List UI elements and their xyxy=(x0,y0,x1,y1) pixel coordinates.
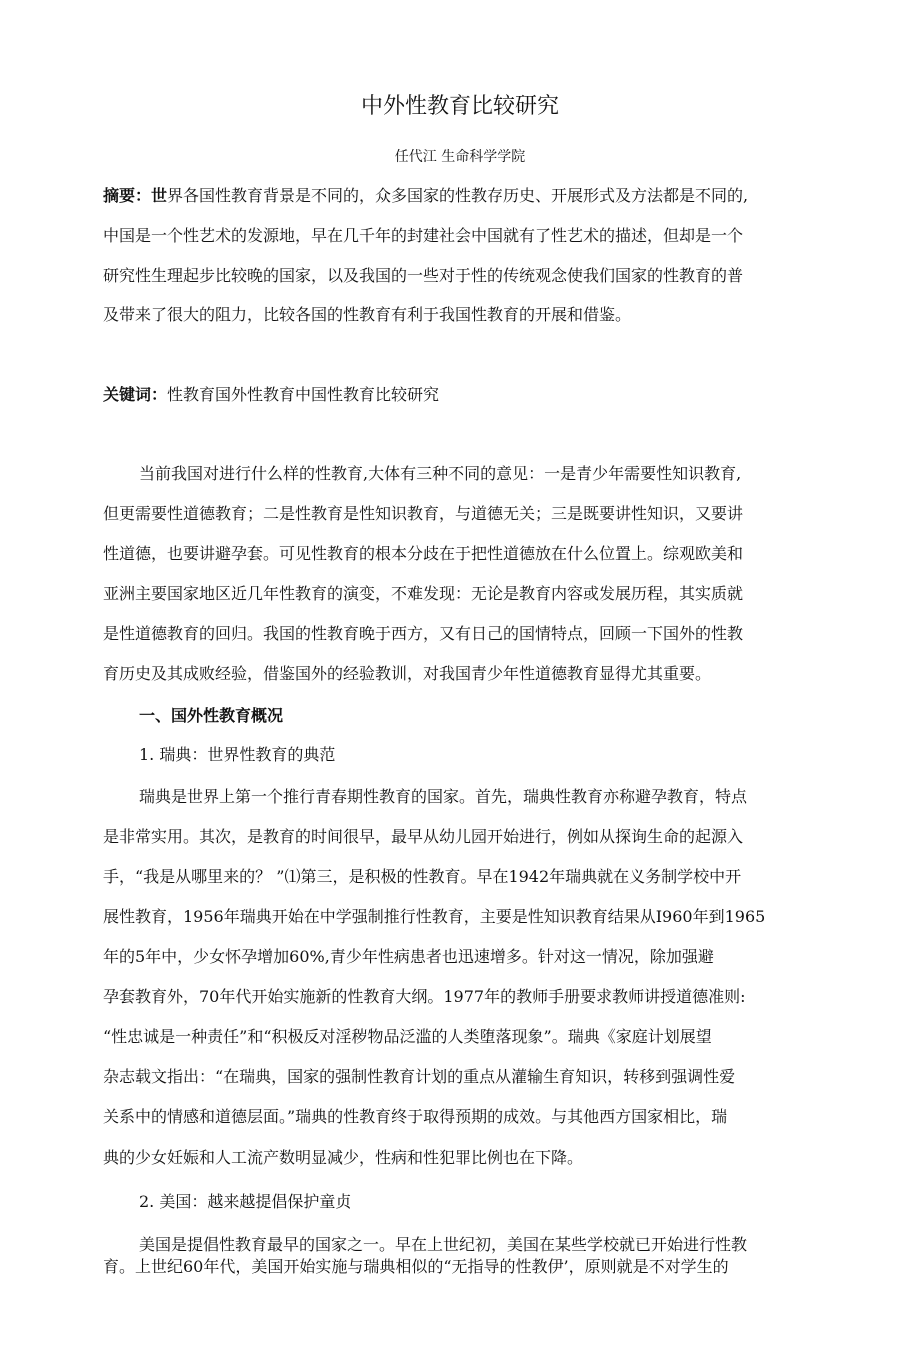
intro-line: 性道德，也要讲避孕套。可见性教育的根本分歧在于把性道德放在什么位置上。综观欧美和 xyxy=(103,544,744,563)
intro-line: 但更需要性道德教育；二是性教育是性知识教育，与道德无关；三是既要讲性知识，又要讲 xyxy=(103,504,744,523)
keywords-line xyxy=(103,385,439,405)
sweden-line: 年的5年中，少女怀孕增加60%,青少年性病患者也迅速增多。针对这一情况，除加强避 xyxy=(103,947,714,966)
subsection-heading: 1. 瑞典：世界性教育的典范 xyxy=(139,745,336,764)
sweden-line: 手，“我是从哪里来的？ ”⑴第三，是积极的性教育。早在1942年瑞典就在义务制学校中开 xyxy=(103,867,742,886)
sweden-line: 是非常实用。其次，是教育的时间很早，最早从幼儿园开始进行，例如从探询生命的起源入 xyxy=(103,827,744,846)
intro-line: 亚洲主要国家地区近几年性教育的演变，不难发现：无论是教育内容或发展历程，其实质就 xyxy=(103,584,744,603)
usa-line: 育。上世纪60年代，美国开始实施与瑞典相似的“无指导的性教伊’，原则就是不对学生的 xyxy=(103,1257,729,1276)
intro-line: 当前我国对进行什么样的性教育,大体有三种不同的意见：一是青少年需要性知识教育, xyxy=(139,464,742,483)
intro-line: 是性道德教育的回归。我国的性教育晚于西方，又有日己的国情特点，回顾一下国外的性教 xyxy=(103,624,744,643)
abstract-line: 及带来了很大的阻力，比较各国的性教育有利于我国性教育的开展和借鉴。 xyxy=(103,305,632,324)
page-title: 中外性教育比较研究 xyxy=(360,94,559,119)
author-line: 任代江 生命科学学院 xyxy=(394,149,526,165)
sweden-line: 展性教育，1956年瑞典开始在中学强制推行性教育，主要是性知识教育结果从I960年到1965 xyxy=(103,907,766,926)
keywords-label: 关键词： xyxy=(103,385,168,404)
sweden-line: “性忠诚是一种责任”和“积极反对淫秽物品泛滥的人类堕落现象”。瑞典《家庭计划展望 xyxy=(103,1027,712,1046)
abstract-line: 中国是一个性艺术的发源地，早在几千年的封建社会中国就有了性艺术的描述，但却是一个 xyxy=(103,226,744,245)
subsection-heading: 2. 美国：越来越提倡保护童贞 xyxy=(139,1192,352,1211)
abstract-text: 界各国性教育背景是不同的，众多国家的性教存历史、开展形式及方法都是不同的, xyxy=(167,186,749,205)
usa-line: 美国是提倡性教育最早的国家之一。早在上世纪初，美国在某些学校就已开始进行性教 xyxy=(139,1235,748,1254)
sweden-line: 关系中的情感和道德层面。”瑞典的性教育终于取得预期的成效。与其他西方国家相比，瑞 xyxy=(103,1107,728,1126)
abstract-line xyxy=(103,186,748,206)
intro-line: 育历史及其成败经验，借鉴国外的经验教训，对我国青少年性道德教育显得尤其重要。 xyxy=(103,664,712,683)
sweden-line: 孕套教育外，70年代开始实施新的性教育大纲。1977年的教师手册要求教师讲授道德准则: xyxy=(103,987,746,1006)
abstract-line: 研究性生理起步比较晚的国家，以及我国的一些对于性的传统观念使我们国家的性教育的普 xyxy=(103,266,744,285)
keywords-text: 性教育国外性教育中国性教育比较研究 xyxy=(167,385,440,404)
abstract-label: 摘要：世 xyxy=(103,186,168,205)
sweden-line: 瑞典是世界上第一个推行青春期性教育的国家。首先，瑞典性教育亦称避孕教育，特点 xyxy=(139,787,748,806)
section-heading: 一、国外性教育概况 xyxy=(139,706,284,725)
sweden-line: 杂志载文指出：“在瑞典，国家的强制性教育计划的重点从灌输生育知识，转移到强调性爱 xyxy=(103,1067,736,1086)
sweden-line: 典的少女妊娠和人工流产数明显减少，性病和性犯罪比例也在下降。 xyxy=(103,1148,584,1167)
